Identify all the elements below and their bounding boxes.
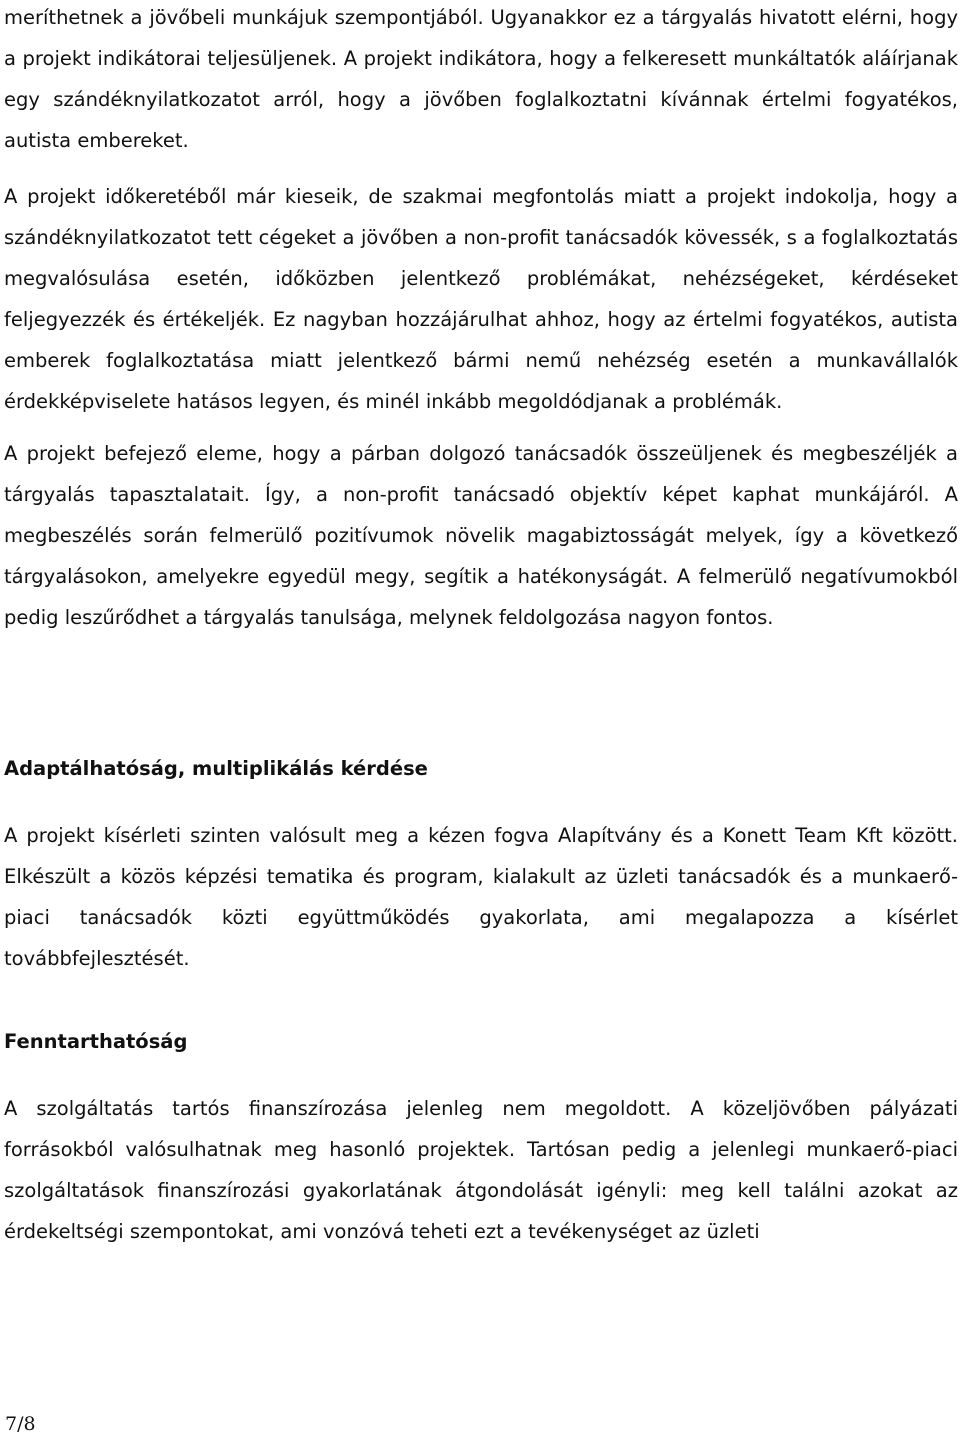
body-paragraph-3: A projekt befejező eleme, hogy a párban dolgozó tanácsadók összeüljenek és megbeszéljék a tárgyalás tapasztalatait. Így, a non-profit tanácsadó objektív képet kaphat munkájáról. A megbeszélés során felmerülő pozitívumok növelik magabiztosságát melyek, így a következő tárgyalásokon, amelyekre egyedül megy, segítik a hatékonyságát. A felmerülő negatívumokból pedig leszűrődhet a tárgyalás tanulsága, melynek feldolgozása nagyon fontos. <box>4 442 958 629</box>
section-heading-adaptability: Adaptálhatóság, multiplikálás kérdése <box>4 757 428 780</box>
section-heading-sustainability: Fenntarthatóság <box>4 1030 188 1053</box>
page-number: 7/8 <box>5 1413 36 1435</box>
body-paragraph-2: A projekt időkeretéből már kieseik, de szakmai megfontolás miatt a projekt indokolja, hogy a szándéknyilatkozatot tett cégeket a jövőben a non-profit tanácsadók kövessék, s a foglalkoztatás megvalósulása esetén, időközben jelentkező problémákat, nehézségeket, kérdéseket feljegyezzék és értékeljék. Ez nagyban hozzájárulhat ahhoz, hogy az értelmi fogyatékos, autista emberek foglalkoztatása miatt jelentkező bármi nemű nehézség esetén a munkavállalók érdekképviselete hatásos legyen, és minél inkább megoldódjanak a problémák. <box>4 185 958 413</box>
body-paragraph-1: meríthetnek a jövőbeli munkájuk szempontjából. Ugyanakkor ez a tárgyalás hivatott elérni, hogy a projekt indikátorai teljesüljenek. A projekt indikátora, hogy a felkeresett munkáltatók aláírjanak egy szándéknyilatkozatot arról, hogy a jövőben foglalkoztatni kívánnak értelmi fogyatékos, autista embereket. <box>4 6 958 152</box>
sustainability-paragraph: A szolgáltatás tartós finanszírozása jelenleg nem megoldott. A közeljövőben pályázati forrásokból valósulhatnak meg hasonló projektek. Tartósan pedig a jelenlegi munkaerő-piaci szolgáltatások finanszírozási gyakorlatának átgondolását igényli: meg kell találni azokat az érdekeltségi szempontokat, ami vonzóvá teheti ezt a tevékenységet az üzleti <box>4 1097 958 1243</box>
document-page <box>4 0 958 1252</box>
adaptability-paragraph: A projekt kísérleti szinten valósult meg a kézen fogva Alapítvány és a Konett Team Kft között. Elkészült a közös képzési tematika és program, kialakult az üzleti tanácsadók és a munkaerő-piaci tanácsadók közti együttműködés gyakorlata, ami megalapozza a kísérlet továbbfejlesztését. <box>4 824 958 970</box>
